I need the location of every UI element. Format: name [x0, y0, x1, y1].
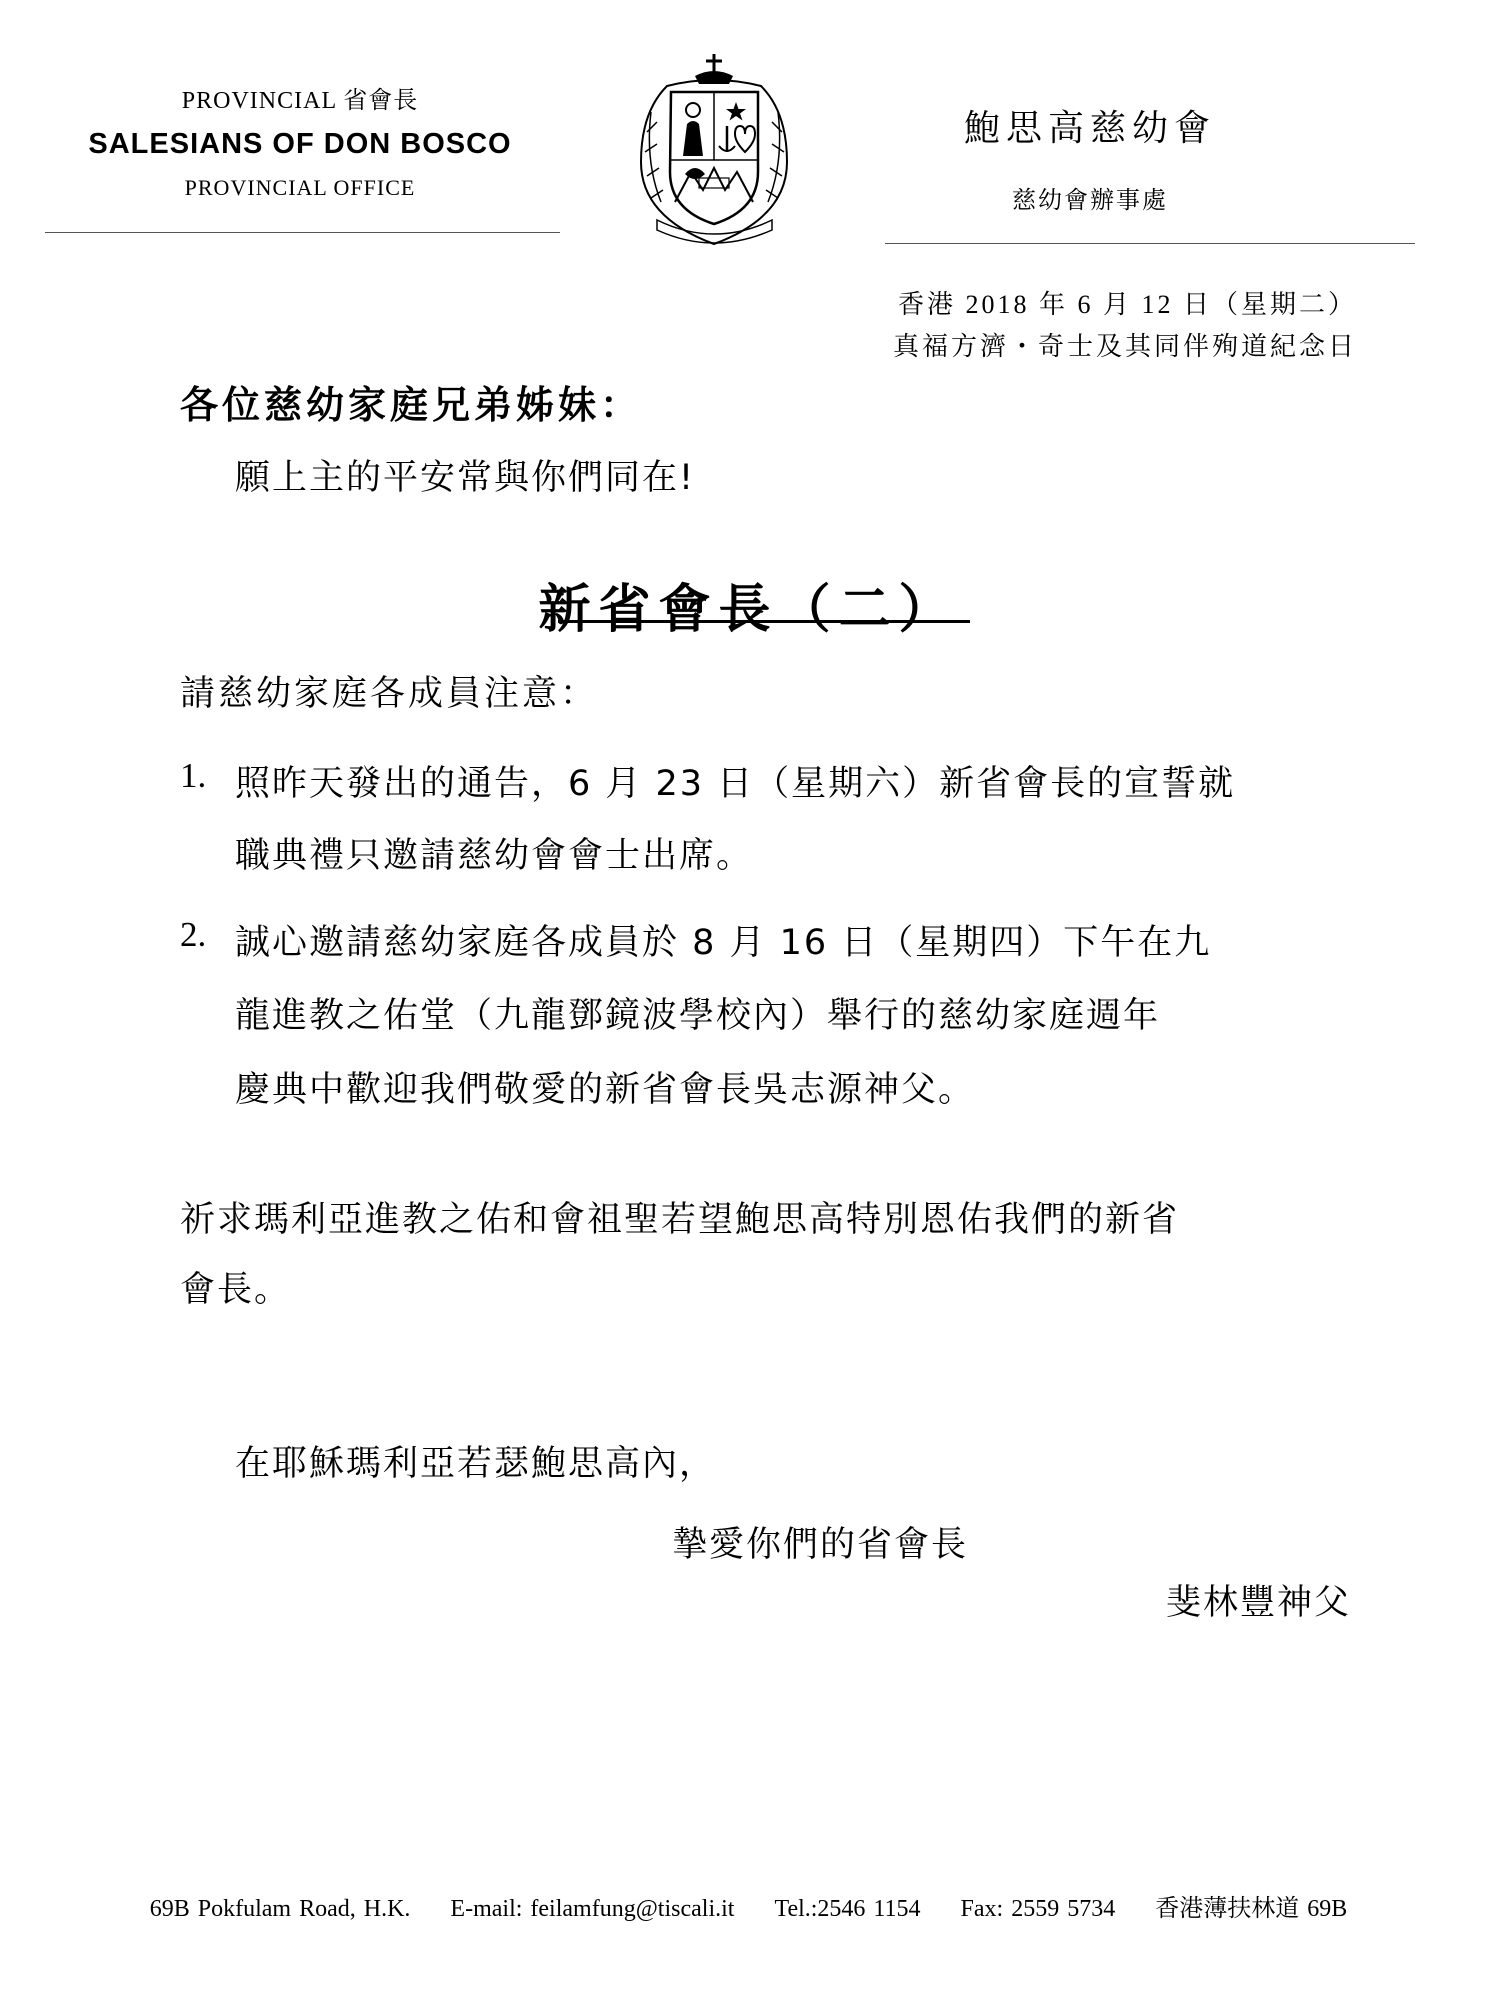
prayer-paragraph: 祈求瑪利亞進教之佑和會祖聖若望鮑思高特別恩佑我們的新省	[180, 1200, 1180, 1240]
signature-title: 摯愛你們的省會長	[672, 1525, 969, 1565]
header-rule-right	[885, 243, 1415, 244]
feast-day-line: 真福方濟・奇士及其同伴殉道紀念日	[892, 332, 1357, 361]
list-item-line: 龍進教之佑堂（九龍鄧鏡波學校內）舉行的慈幼家庭週年	[235, 996, 1161, 1036]
letter-date: 香港 2018 年 6 月 12 日（星期二）	[897, 290, 1357, 319]
blessing-line: 願上主的平安常與你們同在!	[235, 458, 696, 498]
list-item-line: 職典禮只邀請慈幼會會士出席。	[235, 836, 754, 876]
attention-line: 請慈幼家庭各成員注意：	[180, 674, 599, 714]
list-item-line: 照昨天發出的通告，6 月 23 日（星期六）新省會長的宣誓就	[235, 764, 1236, 804]
header-provincial-label: PROVINCIAL 省會長	[181, 88, 419, 114]
prayer-paragraph-continued: 會長。	[180, 1270, 292, 1310]
list-item-number: 1.	[180, 756, 207, 795]
closing-line: 在耶穌瑪利亞若瑟鮑思高內，	[235, 1444, 717, 1484]
header-organization-name: SALESIANS OF DON BOSCO	[88, 128, 512, 160]
header-office-label: PROVINCIAL OFFICE	[184, 175, 416, 200]
letter-title: 新省會長（二）	[538, 579, 959, 640]
salesian-emblem-icon	[637, 52, 792, 248]
list-item-line: 慶典中歡迎我們敬愛的新省會長吳志源神父。	[235, 1070, 976, 1110]
list-item-line: 誠心邀請慈幼家庭各成員於 8 月 16 日（星期四）下午在九	[235, 923, 1212, 963]
header-chinese-office-label: 慈幼會辦事處	[1012, 186, 1168, 214]
header-rule-left	[45, 232, 560, 233]
signature-name: 斐林豐神父	[1165, 1583, 1351, 1623]
footer-email: E-mail: feilamfung@tiscali.it	[450, 1896, 735, 1922]
footer-address-chinese: 香港薄扶林道 69B	[1155, 1896, 1348, 1922]
footer-fax: Fax: 2559 5734	[960, 1896, 1116, 1922]
footer-contact	[0, 1888, 1497, 1923]
header-chinese-organization-name: 鮑思高慈幼會	[963, 108, 1216, 149]
list-item-number: 2.	[180, 915, 207, 954]
footer-phone: Tel.:2546 1154	[774, 1896, 921, 1922]
title-underline	[558, 620, 970, 623]
footer-address: 69B Pokfulam Road, H.K.	[149, 1896, 411, 1922]
salutation: 各位慈幼家庭兄弟姊妹：	[180, 382, 643, 427]
